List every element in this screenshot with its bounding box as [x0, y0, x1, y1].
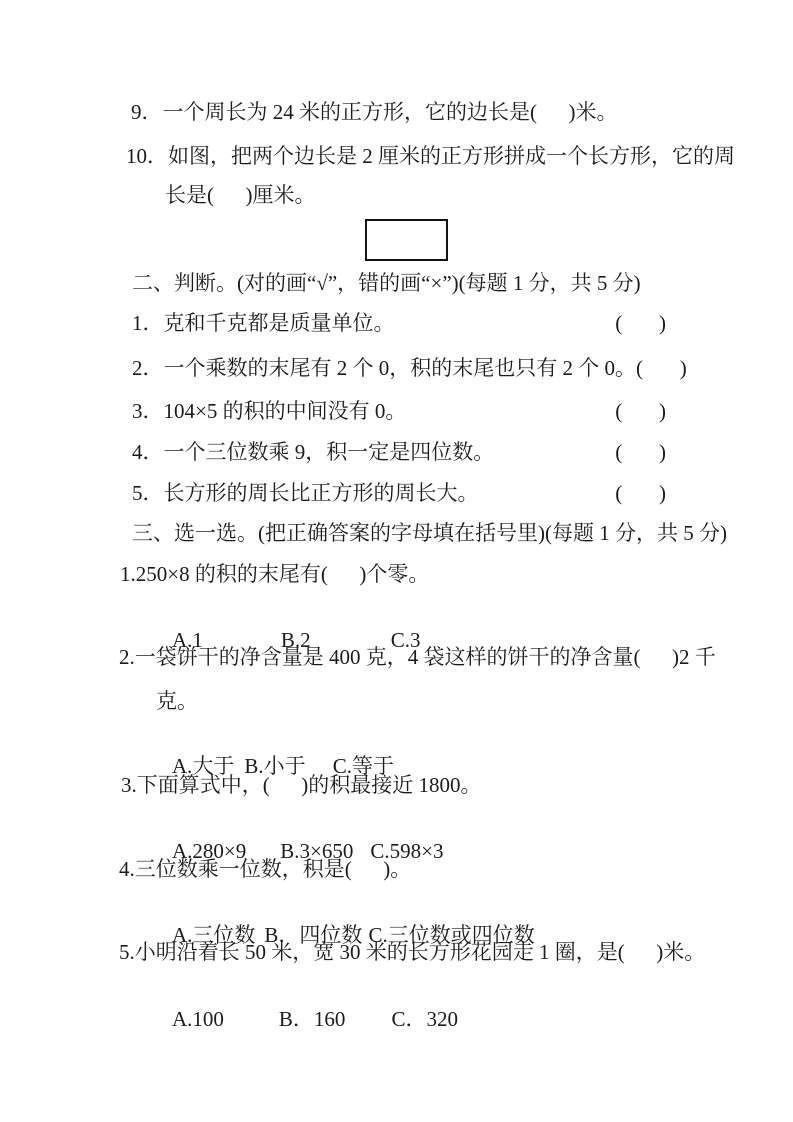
option-c: C.598×3 [370, 839, 444, 863]
option-b: B.2 [280, 628, 311, 652]
judge-answer-blank: ( ) [615, 399, 666, 423]
choice-options-5 [151, 983, 458, 1055]
judge-item-2 [132, 356, 687, 380]
option-b: B．160 [278, 1007, 346, 1031]
option-b: B.小于 [244, 754, 306, 778]
option-b: B.3×650 [280, 839, 354, 863]
judge-item-3 [132, 399, 666, 423]
option-b: B．四位数 [264, 923, 363, 947]
fill-question-10-line1: 10．如图，把两个边长是 2 厘米的正方形拼成一个长方形，它的周 [126, 144, 735, 168]
choice-question-5: 5.小明沿着长 50 米，宽 30 米的长方形花园走 1 圈，是( )米。 [119, 940, 706, 964]
judge-answer-blank: ( ) [615, 440, 666, 464]
judge-item-5 [132, 481, 666, 505]
choice-question-3: 3.下面算式中，( )的积最接近 1800。 [121, 773, 482, 797]
choice-question-1: 1.250×8 的积的末尾有( )个零。 [120, 562, 430, 586]
judge-item-4 [132, 440, 666, 464]
fill-question-10-line2: 长是( )厘米。 [165, 183, 316, 207]
fill-question-9: 9．一个周长为 24 米的正方形，它的边长是( )米。 [131, 100, 618, 124]
choice-question-2-line2: 克。 [156, 689, 198, 713]
choice-question-2-line1: 2.一袋饼干的净含量是 400 克，4 袋这样的饼干的净含量( )2 千 [119, 645, 716, 669]
judge-item-text: 3．104×5 的积的中间没有 0。 [132, 399, 407, 423]
judge-answer-blank: ( ) [636, 356, 687, 380]
option-a: A.1 [172, 628, 203, 652]
judge-item-text: 4．一个三位数乘 9，积一定是四位数。 [132, 440, 495, 464]
judge-answer-blank: ( ) [615, 311, 666, 335]
option-c: C.三位数或四位数 [368, 923, 535, 947]
option-a: A.三位数 [172, 923, 256, 947]
choice-section-heading: 三、选一选。(把正确答案的字母填在括号里)(每题 1 分，共 5 分) [132, 521, 727, 545]
judge-answer-blank: ( ) [615, 481, 666, 505]
option-c: C.3 [390, 628, 421, 652]
option-c: C.等于 [332, 754, 394, 778]
judge-item-1 [132, 311, 666, 335]
judge-section-heading: 二、判断。(对的画“√”，错的画“×”)(每题 1 分，共 5 分) [132, 271, 641, 295]
judge-item-text: 1．克和千克都是质量单位。 [132, 311, 395, 335]
option-a: A.100 [172, 1007, 224, 1031]
option-a: A.280×9 [172, 839, 247, 863]
option-c: C．320 [391, 1007, 458, 1031]
judge-item-text: 5．长方形的周长比正方形的周长大。 [132, 481, 479, 505]
option-a: A.大于 [172, 754, 235, 778]
choice-question-4: 4.三位数乘一位数，积是( )。 [119, 857, 412, 881]
rectangle-figure [365, 219, 448, 261]
judge-item-text: 2．一个乘数的末尾有 2 个 0，积的末尾也只有 2 个 0。 [132, 356, 636, 380]
